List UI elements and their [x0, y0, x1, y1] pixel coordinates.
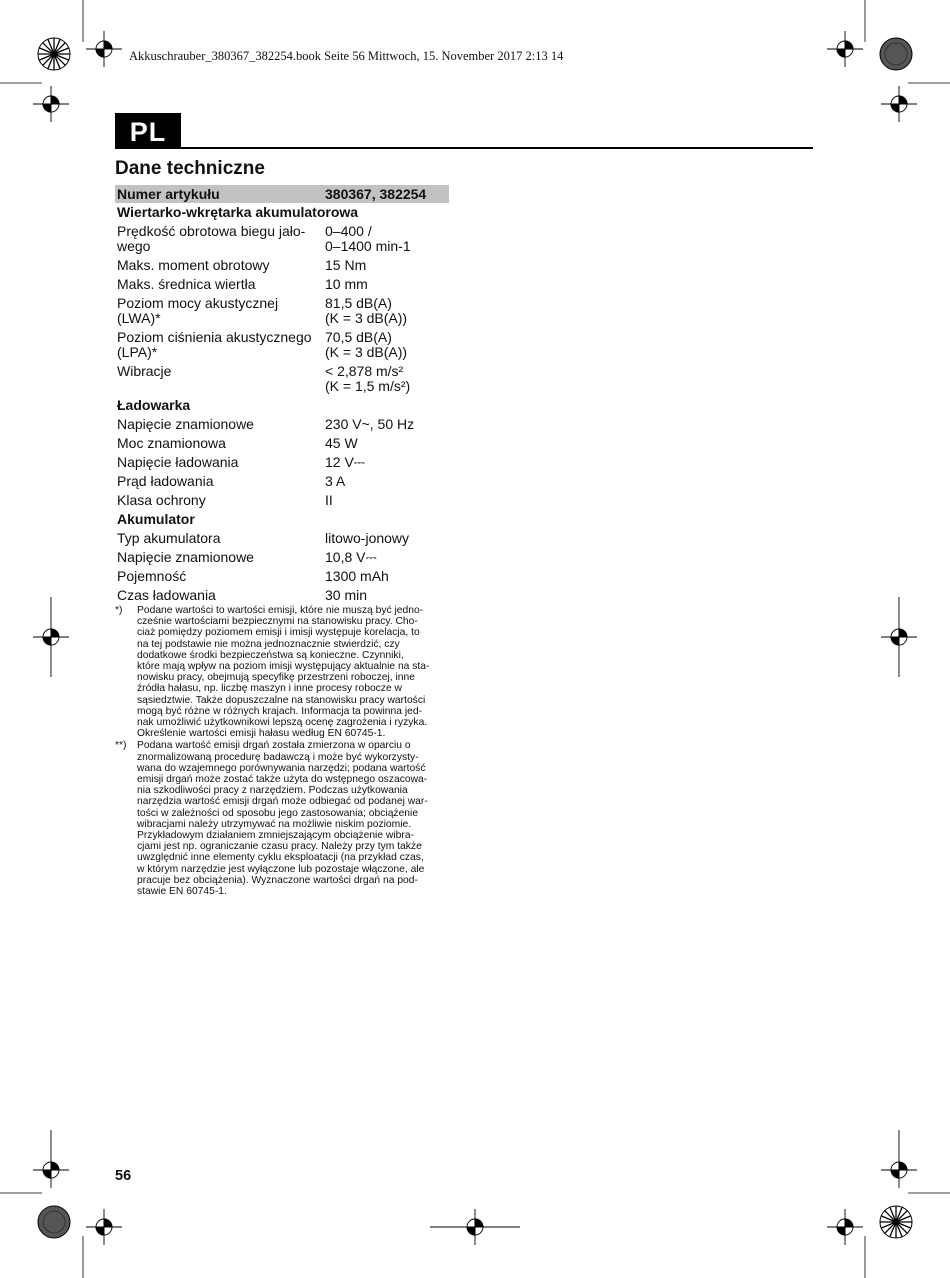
footnotes: [115, 605, 450, 898]
spec-value: 81,5 dB(A) (K = 3 dB(A)): [325, 295, 408, 326]
table-row: [115, 586, 449, 605]
spec-label: Maks. moment obrotowy: [117, 257, 270, 273]
table-row: [115, 362, 449, 396]
table-row: [115, 415, 449, 434]
footnote-line: uwzględnić inne elementy cyklu eksploatacji (na przykład czas,: [137, 852, 424, 864]
spec-label: Pojemność: [117, 568, 187, 584]
table-row: [115, 491, 449, 510]
spec-label: Klasa ochrony: [117, 492, 206, 508]
article-number-value: 380367, 382254: [323, 185, 449, 203]
header-rule: [181, 147, 813, 149]
footnote-line: Przykładowym działaniem zmniejszającym obciążenie wibra-: [137, 830, 414, 842]
spec-label: Prędkość obrotowa biegu jało- wego: [117, 223, 306, 254]
spec-value: 15 Nm: [325, 257, 367, 273]
footnote-line: stawie EN 60745-1.: [137, 886, 227, 898]
footnote-line: dodatkowe środki bezpieczeństwa są konieczne. Czynniki,: [137, 649, 404, 661]
table-row: [115, 567, 449, 586]
spec-value: 10,8 V⎓: [325, 549, 377, 565]
spec-label: Napięcie ładowania: [117, 454, 239, 470]
spec-table: [115, 185, 449, 605]
spec-value: II: [325, 492, 333, 508]
spec-label: Napięcie znamionowe: [117, 416, 254, 432]
footnote-text: [137, 605, 450, 739]
footnote-line: cjami jest np. ograniczanie czasu pracy. Należy przy tym także: [137, 841, 422, 853]
footnote-line: sąsiedztwie. Także dopuszczalne na stanowisku pracy wartości: [137, 694, 426, 706]
table-row: [115, 434, 449, 453]
spec-label: Prąd ładowania: [117, 473, 214, 489]
spec-value: 1300 mAh: [325, 568, 389, 584]
footnote: [115, 740, 450, 897]
spec-value: 30 min: [325, 587, 368, 603]
file-info-header: Akkuschrauber_380367_382254.book Seite 56 Mittwoch, 15. November 2017 2:13 14: [129, 49, 564, 63]
table-header-row: [115, 185, 449, 203]
page-number: 56: [115, 1168, 132, 1184]
group-row: [115, 203, 449, 222]
footnote-marker: **): [115, 740, 127, 752]
group-title: Wiertarko-wkrętarka akumulatorowa: [117, 204, 359, 220]
spec-value: 230 V~, 50 Hz: [325, 416, 415, 432]
spec-label: Maks. średnica wiertła: [117, 276, 256, 292]
footnote-line: znormalizowaną procedurę badawczą i może być wykorzysty-: [137, 751, 419, 763]
footnote-line: źródła hałasu, np. liczbę maszyn i inne procesy robocze w: [137, 683, 402, 695]
footnote-line: narzędzia wartość emisji drgań może odbiegać od podanej war-: [137, 796, 428, 808]
footnote: [115, 605, 450, 739]
spec-label: Napięcie znamionowe: [117, 549, 254, 565]
spec-value: litowo-jonowy: [325, 530, 410, 546]
table-row: [115, 275, 449, 294]
footnote-line: emisji drgań może zostać także użyta do wstępnego oszacowa-: [137, 774, 428, 786]
footnote-line: nia szkodliwości pracy z narzędziem. Podczas użytkowania: [137, 785, 408, 797]
table-row: [115, 328, 449, 362]
footnote-line: nak umożliwić użytkownikowi lepszą ocenę zagrożenia i ryzyka.: [137, 717, 428, 729]
group-title: Ładowarka: [117, 397, 191, 413]
spec-value: 10 mm: [325, 276, 368, 292]
table-row: [115, 548, 449, 567]
footnote-line: Podane wartości to wartości emisji, które nie muszą być jedno-: [137, 605, 424, 616]
spec-label: Czas ładowania: [117, 587, 216, 603]
article-number-label: Numer artykułu: [115, 185, 323, 203]
spec-value: 3 A: [325, 473, 346, 489]
table-row: [115, 453, 449, 472]
group-row: [115, 510, 449, 529]
footnote-text: [137, 740, 450, 897]
footnote-line: cześnie wartościami bezpiecznymi na stanowisku pracy. Cho-: [137, 616, 418, 628]
table-row: [115, 294, 449, 328]
footnote-marker: *): [115, 605, 123, 616]
footnote-line: na tej podstawie nie można jednoznacznie stwierdzić, czy: [137, 638, 400, 650]
table-row: [115, 256, 449, 275]
footnote-line: w którym narzędzie jest wyłączone lub pozostaje włączone, ale: [137, 863, 425, 875]
footnote-line: ciaż pomiędzy poziomem emisji i imisji występuje korelacja, to: [137, 627, 420, 639]
footnote-line: tości w zależności od sposobu jego zastosowania; obciążenie: [137, 807, 419, 819]
section-title: Dane techniczne: [115, 158, 265, 179]
table-row: [115, 472, 449, 491]
footnote-line: które mają wpływ na poziom imisji występujący aktualnie na sta-: [137, 661, 430, 673]
spec-value: 0–400 / 0–1400 min-1: [325, 223, 411, 254]
language-badge: PL: [115, 113, 181, 149]
spec-value: 70,5 dB(A) (K = 3 dB(A)): [325, 329, 408, 360]
footnote-line: Podana wartość emisji drgań została zmierzona w oparciu o: [137, 740, 411, 752]
footnote-line: wana do wzajemnego porównywania narzędzi; podana wartość: [137, 762, 426, 774]
spec-value: 12 V⎓: [325, 454, 365, 470]
footnote-line: mogą być różne w różnych krajach. Informacja ta powinna jed-: [137, 705, 423, 717]
group-row: [115, 396, 449, 415]
spec-label: Typ akumulatora: [117, 530, 221, 546]
spec-value: 45 W: [325, 435, 358, 451]
spec-label: Moc znamionowa: [117, 435, 226, 451]
spec-value: < 2,878 m/s² (K = 1,5 m/s²): [325, 363, 411, 394]
footnote-line: wibracjami należy utrzymywać na możliwie niskim poziomie.: [137, 818, 412, 830]
table-row: [115, 222, 449, 256]
table-row: [115, 529, 449, 548]
footnote-line: nowisku pracy, obejmują specyfikę przestrzeni roboczej, inne: [137, 672, 415, 684]
spec-label: Poziom mocy akustycznej (LWA)*: [117, 295, 279, 326]
spec-label: Wibracje: [117, 363, 172, 379]
spec-label: Poziom ciśnienia akustycznego (LPA)*: [117, 329, 312, 360]
footnote-line: Określenie wartości emisji hałasu według EN 60745-1.: [137, 728, 386, 740]
group-title: Akumulator: [117, 511, 195, 527]
footnote-line: pracuje bez obciążenia). Wyznaczone wartości drgań na pod-: [137, 874, 418, 886]
